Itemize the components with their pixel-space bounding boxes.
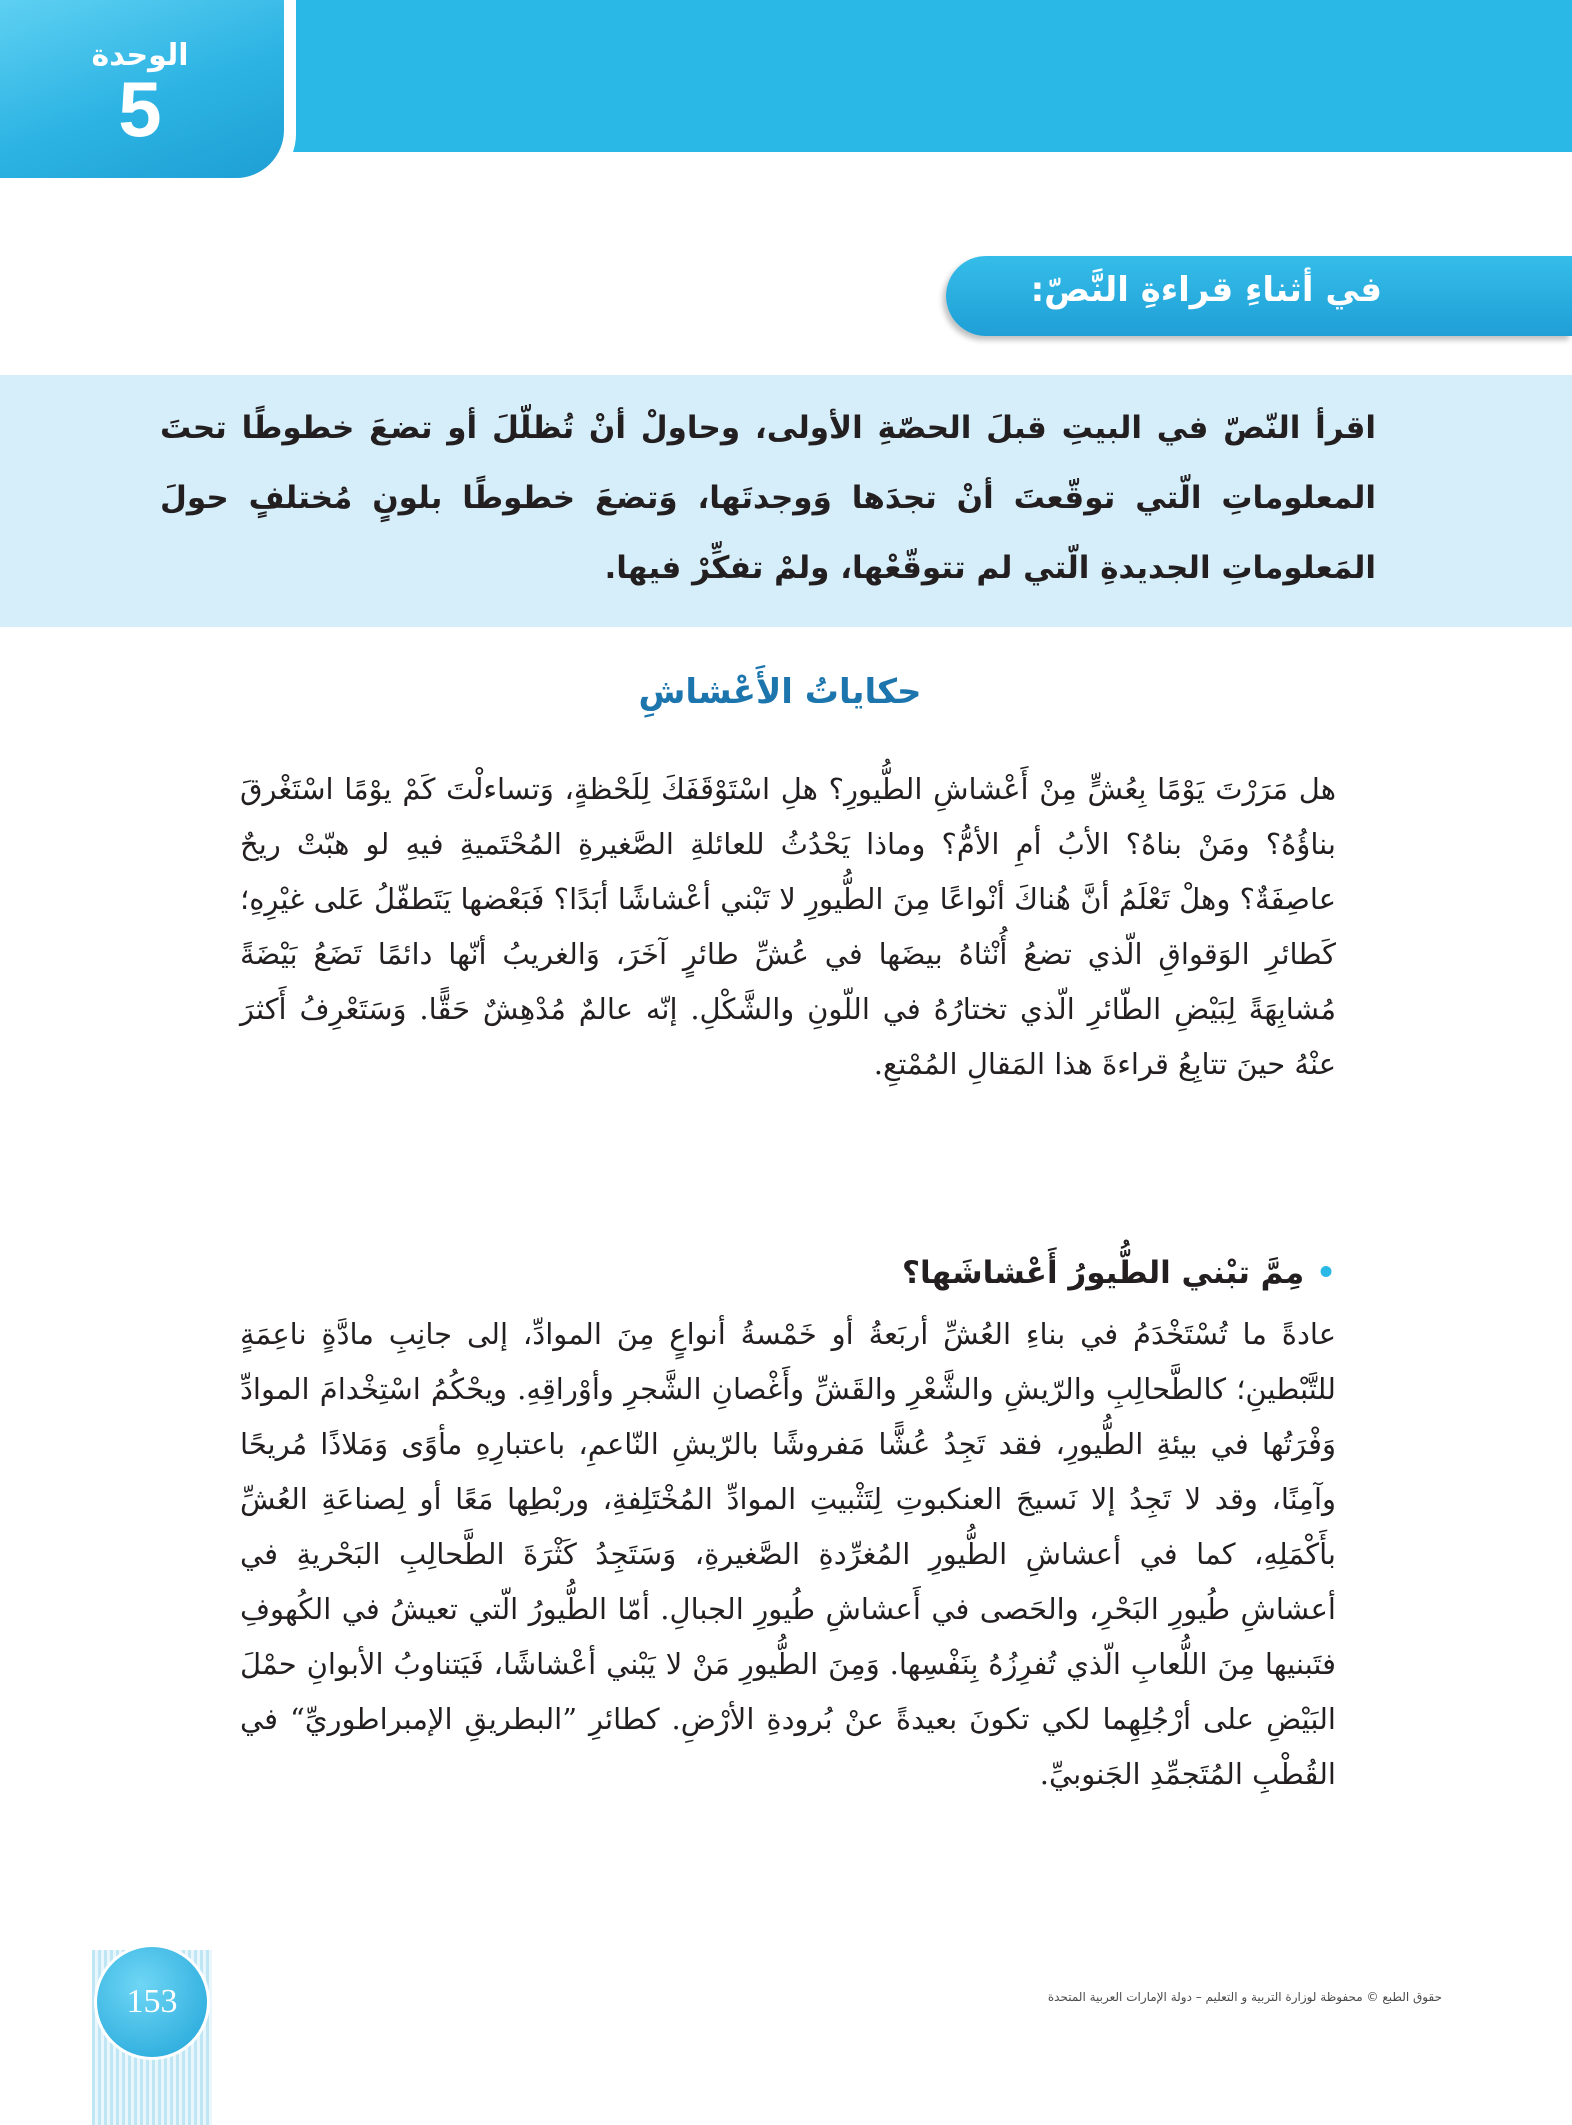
unit-number: 5 bbox=[118, 65, 162, 153]
instruction-box bbox=[0, 375, 1572, 627]
unit-label: الوحدة bbox=[91, 38, 189, 73]
unit-badge bbox=[0, 0, 284, 178]
subheading-text: مِمَّ تبْني الطُّيورُ أَعْشاشَها؟ bbox=[902, 1255, 1305, 1291]
unit-tab bbox=[0, 0, 296, 190]
section-header bbox=[946, 256, 1572, 336]
bullet-icon: • bbox=[1316, 1255, 1336, 1291]
subheading bbox=[700, 1255, 1336, 1291]
article-title: حكاياتُ الأَعْشاشِ bbox=[638, 672, 922, 712]
section-title: في أثناءِ قراءةِ النَّصّ: bbox=[1030, 270, 1382, 310]
article-intro: هل مَرَرْتَ يَوْمًا بِعُشٍّ مِنْ أَعْشاشِ الطُّيورِ؟ هلِ اسْتَوْقَفَكَ لِلَحْظةٍ، وَتساءلْتَ كَمْ يوْمًا اسْتَغْرقَ بناؤُهُ؟ ومَنْ بناهُ؟ الأبُ أمِ الأمُّ؟ وماذا يَحْدُثُ للعائلةِ الصَّغيرةِ المُحْتَميةِ فيهِ لو هبّتْ ريحٌ عاصِفَةٌ؟ وهلْ تَعْلَمُ أنَّ هُناكَ أنْواعًا مِنَ الطُّيورِ لا تَبْني أعْشاشًا أبَدًا؟ فَبَعْضها يَتَطفّلُ عَلى غيْرِهِ؛ كَطائرِ الوَقواقِ الّذي تضعُ أُنْثاهُ بيضَها في عُشِّ طائرٍ آخَرَ، وَالغريبُ أنّها دائمًا تَضَعُ بَيْضَةً مُشابِهَةً لِبَيْضِ الطّائرِ الّذي تختارُهُ في اللّونِ والشَّكْلِ. إنّه عالمٌ مُدْهِشٌ حَقًّا. وَسَتَعْرِفُ أَكثرَ عنْهُ حينَ تتابِعُ قراءةَ هذا المَقالِ المُمْتعِ. bbox=[240, 772, 1336, 1081]
page-number: 153 bbox=[94, 1944, 210, 2060]
article-body: عادةً ما تُسْتَخْدَمُ في بناءِ العُشِّ أربَعةُ أو خَمْسةُ أنواعٍ مِنَ الموادِّ، إلى جانِبِ مادَّةٍ ناعِمَةٍ للتَّبْطينِ؛ كالطَّحالِبِ والرّيشِ والشَّعْرِ والقَشِّ وأَغْصانِ الشَّجرِ وأوْراقِهِ. ويحْكُمُ اسْتِخْدامَ الموادِّ وَفْرَتُها في بيئةِ الطُّيورِ، فقد تَجِدُ عُشًّا مَفروشًا بالرّيشِ النّاعمِ، باعتبارِهِ مأوًى وَمَلاذًا مُريحًا وآمِنًا، وقد لا تَجِدُ إلا نَسيجَ العنكبوتِ لِتَثْبيتِ الموادِّ المُخْتَلِفةِ، وربْطِها مَعًا أو لِصناعَةِ العُشِّ بأَكْمَلِهِ، كما في أعشاشِ الطُّيورِ المُغرِّدةِ الصَّغيرةِ، وَسَتَجِدُ كَثْرَةَ الطَّحالِبِ البَحْريةِ في أعشاشِ طُيورِ البَحْرِ، والحَصى في أَعشاشِ طُيورِ الجبالِ. أمّا الطُّيورُ الّتي تعيشُ في الكُهوفِ فتَبنيها مِنَ اللُّعابِ الّذي تُفرِزُهُ بِنَفْسِها. وَمِنَ الطُّيورِ مَنْ لا يَبْني أعْشاشًا، فَيَتناوبُ الأبوانِ حمْلَ البَيْضِ على أرْجُلِهِما لكي تكونَ بعيدةً عنْ بُرودةِ الأرْضِ. كطائرِ ”البطريقِ الإمبراطوريِّ“ في القُطْبِ المُتَجمِّدِ الجَنوبيِّ. bbox=[240, 1317, 1336, 1791]
copyright-footer: حقوق الطبع © محفوظة لوزارة التربية و التعليم – دولة الإمارات العربية المتحدة bbox=[1047, 1990, 1442, 2004]
instruction-text: اقرأ النّصّ في البيتِ قبلَ الحصّةِ الأولى، وحاولْ أنْ تُظلّلَ أو تضعَ خطوطًا تحتَ المعلوماتِ الّتي توقّعتَ أنْ تجدَها وَوجدتَها، وَتضعَ خطوطًا بلونٍ مُختلفٍ حولَ المَعلوماتِ الجديدةِ الّتي لم تتوقّعْها، ولمْ تفكِّرْ فيها. bbox=[160, 410, 1376, 586]
